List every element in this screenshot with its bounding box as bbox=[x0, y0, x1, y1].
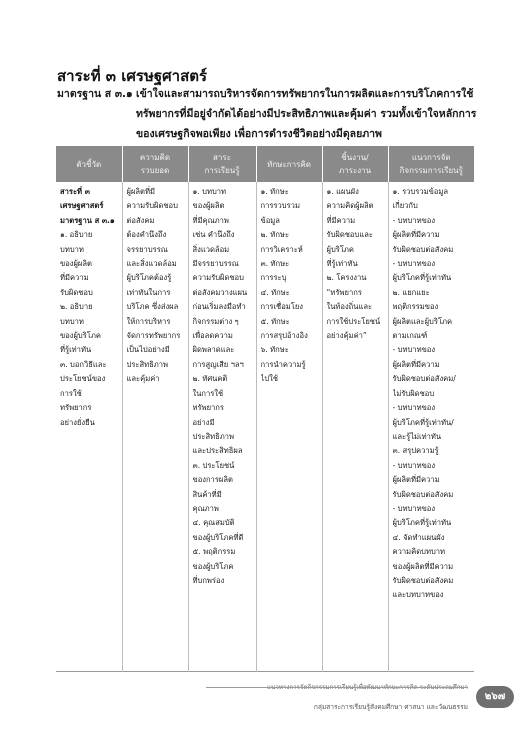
cell-line: อย่างมี bbox=[192, 417, 215, 427]
cell-line: ๕. พฤติกรรม bbox=[192, 547, 236, 557]
cell-line: ทรัพยากร bbox=[60, 403, 92, 413]
cell-line: เกี่ยวกับ bbox=[392, 201, 418, 211]
cell-line: จรรยาบรรณ bbox=[126, 244, 168, 254]
cell-line: ผู้บริโภค bbox=[326, 244, 355, 254]
cell-line: - บทบาทของ bbox=[392, 460, 436, 470]
cell-line: ๒. โครงงาน bbox=[326, 273, 367, 283]
cell-line: - บทบาทของ bbox=[392, 215, 436, 225]
cell-line: ประโยชน์ของ bbox=[60, 374, 106, 384]
cell-line: และบทบาทของ bbox=[392, 590, 444, 600]
cell-line: ๓. ทักษะ bbox=[260, 259, 290, 269]
cell-line: ไปใช้ bbox=[260, 374, 279, 384]
cell-line: ที่บกพร่อง bbox=[192, 575, 225, 585]
cell-line: ๑. อธิบาย bbox=[60, 230, 93, 240]
page-number: ๒๖๗ bbox=[476, 686, 514, 708]
cell-line: ของผู้ผลิตที่มีความ bbox=[392, 561, 454, 571]
cell-line: ทรัพยากร bbox=[192, 403, 224, 413]
cell-line: ๔. ทักษะ bbox=[260, 287, 290, 297]
cell-line: ความรับผิดชอบ bbox=[192, 273, 244, 283]
cell-line: “ทรัพยากร bbox=[326, 287, 362, 297]
standard-line: ของเศรษฐกิจพอเพียง เพื่อการดำรงชีวิตอย่างมีดุลยภาพ bbox=[136, 128, 382, 140]
cell-line: ๔. คุณสมบัติ bbox=[192, 518, 235, 528]
cell-line: ก่อนเริ่มลงมือทำ bbox=[192, 302, 246, 312]
footer-book-title: แนวทางการจัดกิจกรรมการเรียนรู้เพื่อพัฒนาทักษะการคิด ระดับประถมศึกษา bbox=[267, 684, 468, 691]
cell-line: รับผิดชอบต่อสังคม/ bbox=[392, 374, 456, 384]
cell-line: จัดการทรัพยากร bbox=[126, 331, 181, 341]
page-title: สาระที่ ๓ เศรษฐศาสตร์ bbox=[57, 67, 208, 85]
cell-line: กิจกรรมต่าง ๆ bbox=[192, 316, 239, 326]
cell-line: ของผู้ผลิต bbox=[192, 201, 225, 211]
cell-line: ผู้ผลิตที่มีความ bbox=[392, 475, 440, 485]
cell-line: ๖. ทักษะ bbox=[260, 345, 289, 355]
cell-line: การใช้ bbox=[60, 388, 82, 398]
cell-line: มาตรฐาน ส ๓.๑ bbox=[60, 215, 115, 225]
cell-line: - บทบาทของ bbox=[392, 503, 436, 513]
cell-line: ให้การบริหาร bbox=[126, 316, 171, 326]
cell-line: การสรุปอ้างอิง bbox=[260, 331, 308, 341]
table-header-row bbox=[56, 146, 474, 182]
cell-line: รับผิดชอบต่อสังคม bbox=[392, 244, 454, 254]
cell-line: ผู้บริโภคที่รู้เท่าทัน bbox=[392, 518, 452, 528]
cell-line: และคุ้มค่า bbox=[126, 374, 160, 384]
cell-line: ๑. รวบรวมข้อมูล bbox=[392, 187, 449, 196]
cell-line: ๑. ทักษะ bbox=[260, 187, 289, 196]
cell-line: ผู้บริโภคที่รู้เท่าทัน/ bbox=[392, 417, 454, 427]
header-concept: ความคิด รวบยอด bbox=[122, 146, 188, 182]
cell-line: อย่างคุ้มค่า” bbox=[326, 331, 367, 341]
cell-line: สินค้าที่มี bbox=[192, 489, 222, 499]
cell-line: การนำความรู้ bbox=[260, 359, 306, 369]
cell-line: ข้อมูล bbox=[260, 215, 280, 225]
cell-line: ของผู้บริโภค bbox=[192, 561, 234, 571]
cell-line: ที่รู้เท่าทัน bbox=[326, 259, 358, 269]
cell-line: ความรับผิดชอบ bbox=[126, 201, 178, 211]
cell-line: ไม่รับผิดชอบ bbox=[392, 388, 435, 398]
cell-line: ตามเกณฑ์ bbox=[392, 331, 428, 341]
cell-line: อย่างยั่งยืน bbox=[60, 417, 95, 427]
cell-line: สาระที่ ๓ bbox=[60, 187, 90, 196]
cell-line: - บทบาทของ bbox=[392, 259, 436, 269]
cell-line: ที่มีความ bbox=[60, 273, 89, 283]
cell-line: ๒. ทักษะ bbox=[260, 230, 290, 240]
cell-concept bbox=[122, 182, 188, 672]
cell-line: ต่อสังคมวางแผน bbox=[192, 287, 248, 297]
header-activity: แนวการจัด กิจกรรมการเรียนรู้ bbox=[388, 146, 474, 182]
table-row bbox=[56, 182, 474, 672]
cell-line: ที่มีความ bbox=[326, 215, 356, 225]
cell-line: ๕. ทักษะ bbox=[260, 316, 290, 326]
cell-line: คุณภาพ bbox=[192, 503, 219, 513]
cell-indicator bbox=[56, 182, 122, 672]
cell-line: รับผิดชอบต่อสังคม bbox=[392, 575, 454, 585]
cell-line: บริโภค ซึ่งส่งผล bbox=[126, 302, 179, 312]
standard-line: เข้าใจและสามารถบริหารจัดการทรัพยากรในการผลิตและการบริโภคการใช้ bbox=[136, 88, 474, 100]
cell-line: ๒. ทัศนคติ bbox=[192, 374, 228, 384]
cell-line: ๒. แยกแยะ bbox=[392, 287, 430, 297]
cell-content bbox=[188, 182, 256, 672]
cell-line: ผู้ผลิตและผู้บริโภค bbox=[392, 316, 453, 326]
cell-line: ที่รู้เท่าทัน bbox=[60, 345, 92, 355]
cell-line: รับผิดชอบและ bbox=[326, 230, 373, 240]
cell-line: เช่น คำนึงถึง bbox=[192, 230, 235, 240]
cell-line: ที่มีคุณภาพ bbox=[192, 215, 229, 225]
cell-line: ผิดพลาดและ bbox=[192, 345, 235, 355]
cell-line: ของผู้บริโภคที่ดี bbox=[192, 532, 244, 542]
cell-line: ๓. สรุปความรู้ bbox=[392, 446, 439, 456]
cell-line: ความคิดบทบาท bbox=[392, 547, 446, 557]
header-workpiece: ชิ้นงาน/ ภาระงาน bbox=[322, 146, 388, 182]
cell-line: เท่าทันในการ bbox=[126, 287, 171, 297]
cell-line: ๑. แผนผัง bbox=[326, 187, 359, 196]
cell-line: ของผู้บริโภค bbox=[60, 331, 101, 341]
footer-subject-group: กลุ่มสาระการเรียนรู้สังคมศึกษา ศาสนา และวัฒนธรรม bbox=[313, 703, 468, 711]
cell-line: รับผิดชอบต่อสังคม bbox=[392, 489, 454, 499]
cell-line: ในท้องถิ่นและ bbox=[326, 302, 373, 312]
cell-line: การสูญเสีย ฯลฯ bbox=[192, 359, 244, 369]
cell-line: รับผิดชอบ bbox=[60, 287, 93, 297]
header-indicator: ตัวชี้วัด bbox=[56, 146, 122, 182]
cell-line: ต่อสังคม bbox=[126, 215, 155, 225]
cell-line: ของการผลิต bbox=[192, 475, 233, 485]
cell-line: บทบาท bbox=[60, 244, 84, 254]
cell-line: ๒. อธิบาย bbox=[60, 302, 93, 312]
cell-line: ของผู้ผลิต bbox=[60, 259, 92, 269]
cell-line: และรู้ไม่เท่าทัน bbox=[392, 431, 442, 441]
cell-line: ๓. ประโยชน์ bbox=[192, 460, 235, 470]
cell-line: เศรษฐศาสตร์ bbox=[60, 201, 104, 211]
cell-thinking-skill bbox=[256, 182, 322, 672]
cell-line: พฤติกรรมของ bbox=[392, 302, 439, 312]
footer-divider bbox=[206, 687, 468, 688]
cell-line: - บทบาทของ bbox=[392, 345, 436, 355]
cell-line: ผู้บริโภคที่รู้เท่าทัน bbox=[392, 273, 452, 283]
header-content: สาระ การเรียนรู้ bbox=[188, 146, 256, 182]
cell-line: ๔. จัดทำแผนผัง bbox=[392, 532, 445, 542]
cell-line: ๓. บอกวิธีและ bbox=[60, 359, 107, 369]
cell-line: - บทบาทของ bbox=[392, 403, 436, 413]
curriculum-table bbox=[56, 146, 474, 672]
cell-line: การวิเคราะห์ bbox=[260, 244, 303, 254]
cell-line: ต้องคำนึงถึง bbox=[126, 230, 167, 240]
cell-workpiece bbox=[322, 182, 388, 672]
cell-line: การใช้ประโยชน์ bbox=[326, 316, 381, 326]
cell-line: มีจรรยาบรรณ bbox=[192, 259, 239, 269]
header-thinking-skill: ทักษะการคิด bbox=[256, 146, 322, 182]
standard-block bbox=[57, 84, 477, 144]
cell-line: ผู้ผลิตที่มีความ bbox=[392, 230, 440, 240]
cell-line: เป็นไปอย่างมี bbox=[126, 345, 170, 355]
cell-line: และสิ่งแวดล้อม bbox=[126, 259, 177, 269]
cell-line: การเชื่อมโยง bbox=[260, 302, 303, 312]
cell-line: บทบาท bbox=[60, 316, 84, 326]
standard-code: มาตรฐาน ส ๓.๑ bbox=[57, 88, 133, 100]
cell-line: การระบุ bbox=[260, 273, 287, 283]
cell-line: เพื่อลดความ bbox=[192, 331, 233, 341]
cell-line: ความคิดผู้ผลิต bbox=[326, 201, 374, 211]
standard-text bbox=[136, 84, 477, 144]
cell-line: ผู้ผลิตที่มีความ bbox=[392, 359, 440, 369]
cell-line: สิ่งแวดล้อม bbox=[192, 244, 230, 254]
cell-line: ประสิทธิภาพ bbox=[192, 431, 235, 441]
cell-line: ผู้บริโภคต้องรู้ bbox=[126, 273, 172, 283]
cell-line: ผู้ผลิตที่มี bbox=[126, 187, 155, 196]
cell-activity bbox=[388, 182, 474, 672]
standard-line: ทรัพยากรที่มีอยู่จำกัดได้อย่างมีประสิทธิภาพและคุ้มค่า รวมทั้งเข้าใจหลักการ bbox=[136, 108, 477, 120]
cell-line: ในการใช้ bbox=[192, 388, 224, 398]
cell-line: ๑. บทบาท bbox=[192, 187, 227, 196]
cell-line: และประสิทธิผล bbox=[192, 446, 243, 456]
cell-line: การรวบรวม bbox=[260, 201, 300, 211]
cell-line: ประสิทธิภาพ bbox=[126, 359, 169, 369]
